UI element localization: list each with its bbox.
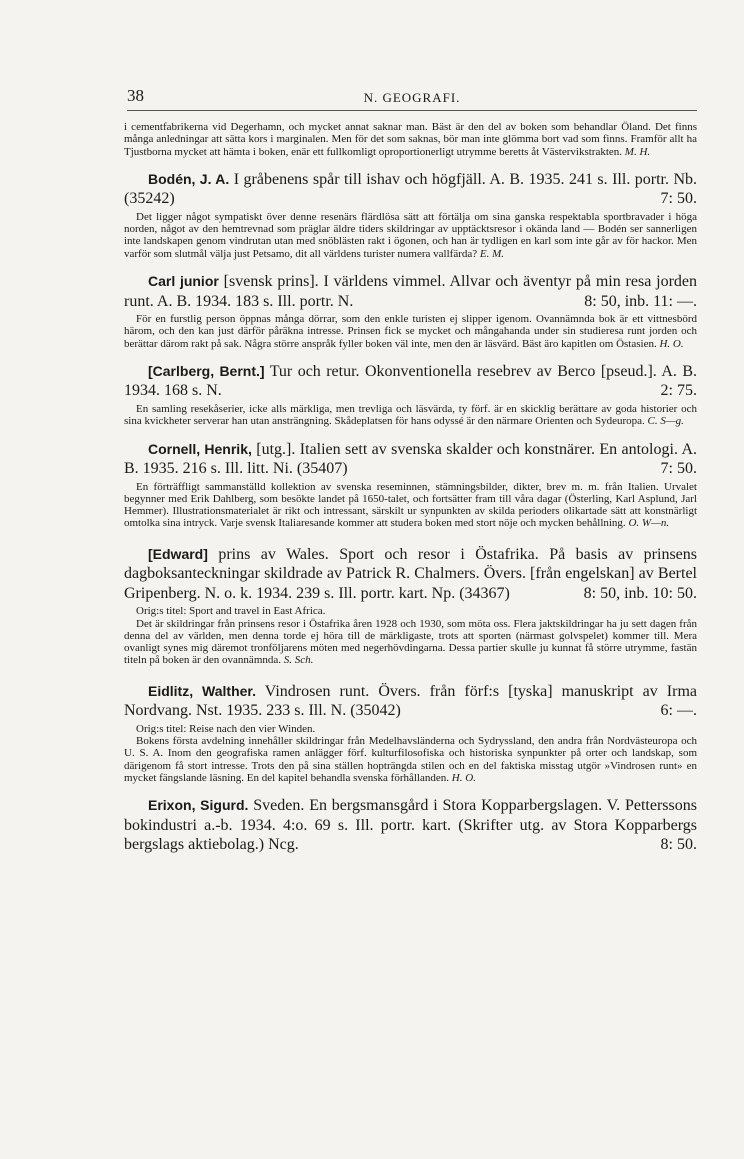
intro-text: i cementfabrikerna vid Degerhamn, och mycket annat saknar man. Bäst är den del av boken som behandlar Öland. Det finns många anledningar att sätta kors i marginalen. Men för det som saknas, bör man inte glömma bort vad som finns. Framför allt ha Tjustborna mycket att hämta i boken, enär ett fullkomligt oproportionerligt utrymme beretts åt Västervikstrakten. bbox=[124, 121, 697, 158]
entry-author: Erixon, Sigurd. bbox=[148, 797, 249, 814]
review-text: En förträffligt sammanställd kollektion av svenska reseminnen, stämningsbilder, dikter, brev m. m. från Italien. Urvalet begynner med Erik Dahlberg, som besökte landet på 1650-talet, och fortsätter fram till våra dagar (Österling, Karl Asplund, Jarl Hemmer). Illustrationsmaterialet är rikt och intressant, särskilt ur synpunkten av skilda perioders olikartade sätt att konstnärligt omtolka sina intryck. Varje svensk Italiaresande kommer att studera boken med stort nöje och mycken behållning. bbox=[124, 480, 697, 530]
entry-heading bbox=[124, 545, 697, 604]
review-signature: O. W—n. bbox=[628, 517, 670, 530]
review-text: Det ligger något sympatiskt över denne resenärs flärdlösa sätt att förtälja om sina ganska respektabla sportbravader i höga norden, något av den hemtrevnad som präglar äldre tiders skildringar av upptäcktsresor i okända land — Bodén ser sannerligen inte landskapen genom vindrutan utan med snöblästen rakt i ögonen, och han är tydligen en karl som inte går av för hackor. Men varför som slutmål välja just Petsamo, dit all världens turister numera vallfärda? bbox=[124, 210, 697, 260]
entry-author: [Edward] bbox=[148, 545, 208, 562]
entry-carlberg bbox=[124, 362, 697, 428]
review-text: Bokens första avdelning innehåller skildringar från Medelhavsländerna och Sydryssland, den andra från Nordvästeuropa och U. S. A. Inom den geografiska ramen anlägger förf. kulturfilosofiska och historiska synpunkter på orter och landskap, som därigenom få stort intresse. Trots den på sina ställen hopträngda stilen och en del faktiska misstag utgör »Vindrosen runt» en mycket fängslande läsning. En del kapitel behandla svenska förhållanden. bbox=[124, 735, 697, 784]
intro-paragraph bbox=[124, 121, 697, 158]
review-signature: S. Sch. bbox=[283, 654, 314, 667]
entry-heading bbox=[124, 362, 697, 401]
page-number: 38 bbox=[127, 86, 144, 105]
header-rule bbox=[127, 110, 697, 111]
entry-price: 8: 50. bbox=[660, 836, 697, 854]
review-signature: H. O. bbox=[451, 771, 476, 784]
review-signature: H. O. bbox=[659, 337, 684, 350]
entry-author: Cornell, Henrik, bbox=[148, 440, 252, 457]
spacer bbox=[124, 350, 697, 362]
entry-price: 2: 75. bbox=[660, 382, 697, 400]
entry-heading bbox=[124, 440, 697, 479]
entry-cornell bbox=[124, 440, 697, 530]
review-signature: E. M. bbox=[479, 247, 505, 260]
page-header bbox=[127, 86, 697, 108]
entry-erixon bbox=[124, 796, 697, 855]
entry-heading bbox=[124, 170, 697, 209]
entry-edward bbox=[124, 545, 697, 667]
entry-title: prins av Wales. Sport och resor i Östafrika. På basis av prinsens dagboksanteckningar skildrade av Patrick R. Chalmers. Övers. [från engelskan] av Bertel Gripenberg. N. o. k. 1934. 239 s. Ill. portr. kart. Np. (34367) bbox=[124, 545, 697, 602]
entry-review bbox=[124, 618, 697, 667]
entry-heading bbox=[124, 272, 697, 311]
entry-boden bbox=[124, 170, 697, 260]
spacer bbox=[124, 784, 697, 796]
spacer bbox=[124, 530, 697, 545]
review-text: För en furstlig person öppnas många dörrar, som den enkle turisten ej slipper igenom. Ovannämnda bok är ett vittnesbörd härom, och den kan just därför påräkna intresse. Prinsen fick se mycket och mångahanda under sin studieresa runt jorden och berättar därom rakt på sak. Några större anspråk fyller boken väl inte, men den är läsvärd. Bäst äro kapitlen om Östasien. bbox=[124, 313, 697, 350]
entry-author: Bodén, J. A. bbox=[148, 170, 230, 187]
original-title: Orig:s titel: Reise nach den vier Winden. bbox=[136, 722, 316, 735]
page-content bbox=[124, 121, 697, 855]
entry-heading bbox=[124, 682, 697, 721]
entry-price: 7: 50. bbox=[660, 460, 697, 478]
entry-title: [svensk prins]. I världens vimmel. Allvar och äventyr på min resa jorden runt. A. B. 1934. 183 s. Ill. portr. N. bbox=[124, 273, 697, 310]
entry-author: Eidlitz, Walther. bbox=[148, 682, 256, 699]
intro-signature: M. H. bbox=[624, 145, 651, 158]
original-title: Orig:s titel: Sport and travel in East Africa. bbox=[136, 605, 326, 618]
spacer bbox=[124, 260, 697, 272]
entry-title: [utg.]. Italien sett av svenska skalder och konstnärer. En antologi. A. B. 1935. 216 s. Ill. litt. Ni. (35407) bbox=[124, 440, 698, 478]
entry-price: 7: 50. bbox=[660, 190, 697, 208]
review-signature: C. S—g. bbox=[647, 415, 684, 428]
entry-review bbox=[124, 211, 697, 260]
entry-review bbox=[124, 735, 697, 784]
entry-carl-junior bbox=[124, 272, 697, 350]
spacer bbox=[124, 158, 697, 170]
entry-author: [Carlberg, Bernt.] bbox=[148, 362, 265, 379]
spacer bbox=[124, 428, 697, 440]
entry-heading bbox=[124, 796, 697, 855]
review-text: En samling resekåserier, icke alls märkliga, men trevliga och läsvärda, ty förf. är en skicklig berättare av goda historier och sina kvickheter serverar han utan ansträngning. Skådeplatsen för hans odyssé är den närmare Orienten och Sydeuropa. bbox=[124, 402, 697, 428]
entry-eidlitz bbox=[124, 682, 697, 784]
entry-title: I gråbenens spår till ishav och högfjäll. A. B. 1935. 241 s. Ill. portr. Nb. (35242) bbox=[124, 170, 698, 208]
entry-review bbox=[124, 481, 697, 530]
running-title: N. GEOGRAFI. bbox=[363, 90, 461, 105]
entry-review bbox=[124, 403, 697, 428]
entry-price: 8: 50, inb. 11: —. bbox=[584, 292, 697, 310]
entry-author: Carl junior bbox=[148, 273, 219, 290]
spacer bbox=[124, 667, 697, 682]
entry-price: 8: 50, inb. 10: 50. bbox=[583, 584, 697, 602]
entry-title: Vindrosen runt. Övers. från förf:s [tyska] manuskript av Irma Nordvang. Nst. 1935. 233 s. Ill. N. (35042) bbox=[124, 682, 697, 720]
entry-price: 6: —. bbox=[660, 702, 697, 720]
entry-review bbox=[124, 313, 697, 350]
entry-title: Tur och retur. Okonventionella resebrev av Berco [pseud.]. A. B. 1934. 168 s. N. bbox=[124, 362, 698, 400]
review-text: Det är skildringar från prinsens resor i Östafrika åren 1928 och 1930, som möta oss. Flera jaktskildringar ha ju sett dagen från denna del av världen, men denna torde ej höra till de märkligaste, trots att sporten (närmast golvspelet) kommer till. Mera ovanligt synes mig däremot tronföljarens möten med negerhövdingarna. Dessa partier skulle ju kunnat få större utrymme, fastän titeln på boken är den ovannämnda. bbox=[124, 617, 697, 667]
entry-title: Sveden. En bergsmansgård i Stora Kopparbergslagen. V. Petterssons bokindustri a.-b. 1934. 4:o. 69 s. Ill. portr. kart. (Skrifter utg. av Stora Kopparbergs bergslags aktiebolag.) Ncg. bbox=[124, 797, 697, 854]
